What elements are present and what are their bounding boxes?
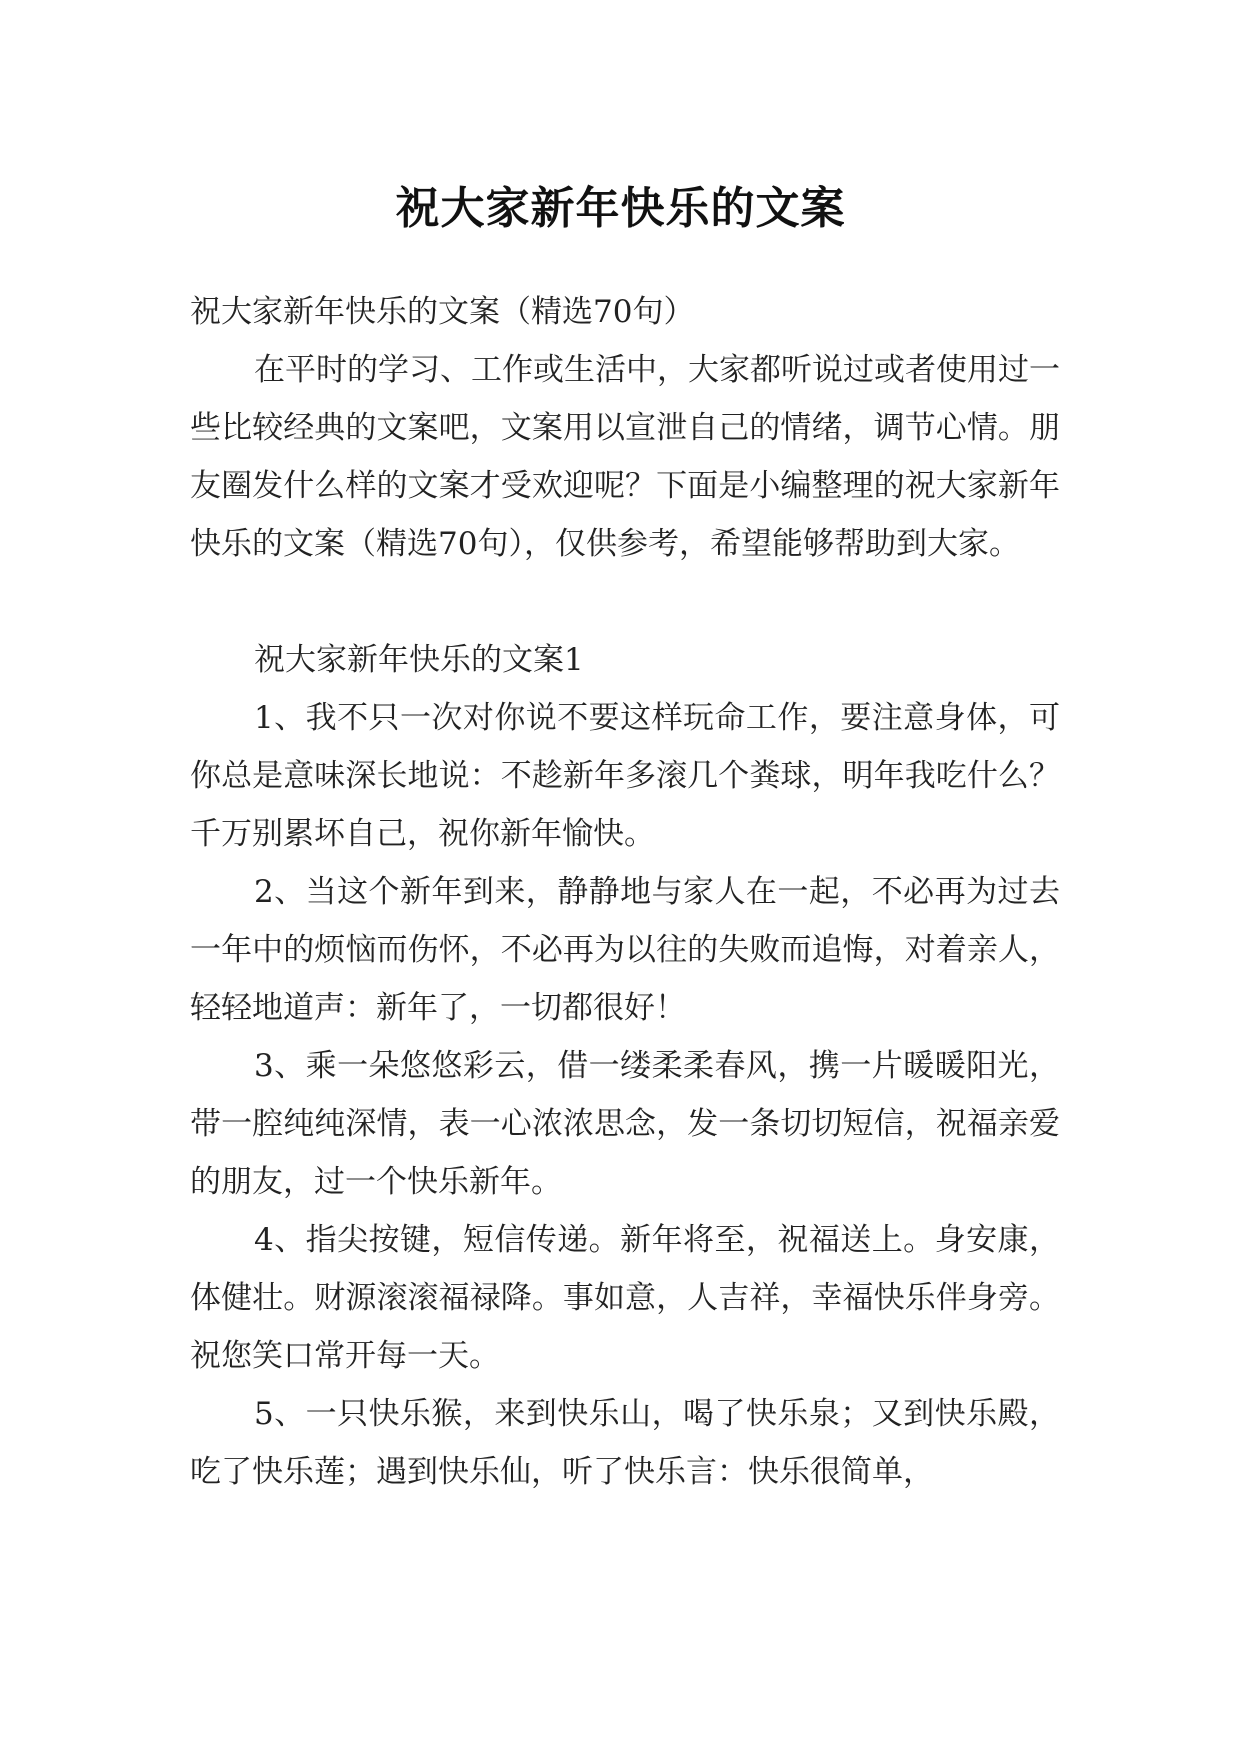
list-item: 3、乘一朵悠悠彩云，借一缕柔柔春风，携一片暖暖阳光，带一腔纯纯深情，表一心浓浓思念，发一条切切短信，祝福亲爱的朋友，过一个快乐新年。 — [190, 1048, 1060, 1200]
list-item: 5、一只快乐猴，来到快乐山，喝了快乐泉；又到快乐殿，吃了快乐莲；遇到快乐仙，听了快乐言：快乐很简单， — [190, 1396, 1060, 1490]
document-body — [190, 283, 1060, 1501]
section-heading: 祝大家新年快乐的文案1 — [254, 642, 584, 678]
intro-paragraph: 在平时的学习、工作或生活中，大家都听说过或者使用过一些比较经典的文案吧，文案用以宣泄自己的情绪，调节心情。朋友圈发什么样的文案才受欢迎呢？下面是小编整理的祝大家新年快乐的文案（精选70句），仅供参考，希望能够帮助到大家。 — [190, 352, 1060, 562]
list-item: 2、当这个新年到来，静静地与家人在一起，不必再为过去一年中的烦恼而伤怀，不必再为以往的失败而追悔，对着亲人，轻轻地道声：新年了，一切都很好！ — [190, 874, 1060, 1026]
list-item: 1、我不只一次对你说不要这样玩命工作，要注意身体，可你总是意味深长地说：不趁新年多滚几个粪球，明年我吃什么？千万别累坏自己，祝你新年愉快。 — [190, 700, 1060, 852]
list-item: 4、指尖按键，短信传递。新年将至，祝福送上。身安康，体健壮。财源滚滚福禄降。事如意，人吉祥，幸福快乐伴身旁。祝您笑口常开每一天。 — [190, 1222, 1060, 1374]
document-subtitle: 祝大家新年快乐的文案（精选70句） — [190, 294, 695, 330]
document-title: 祝大家新年快乐的文案 — [395, 183, 846, 235]
